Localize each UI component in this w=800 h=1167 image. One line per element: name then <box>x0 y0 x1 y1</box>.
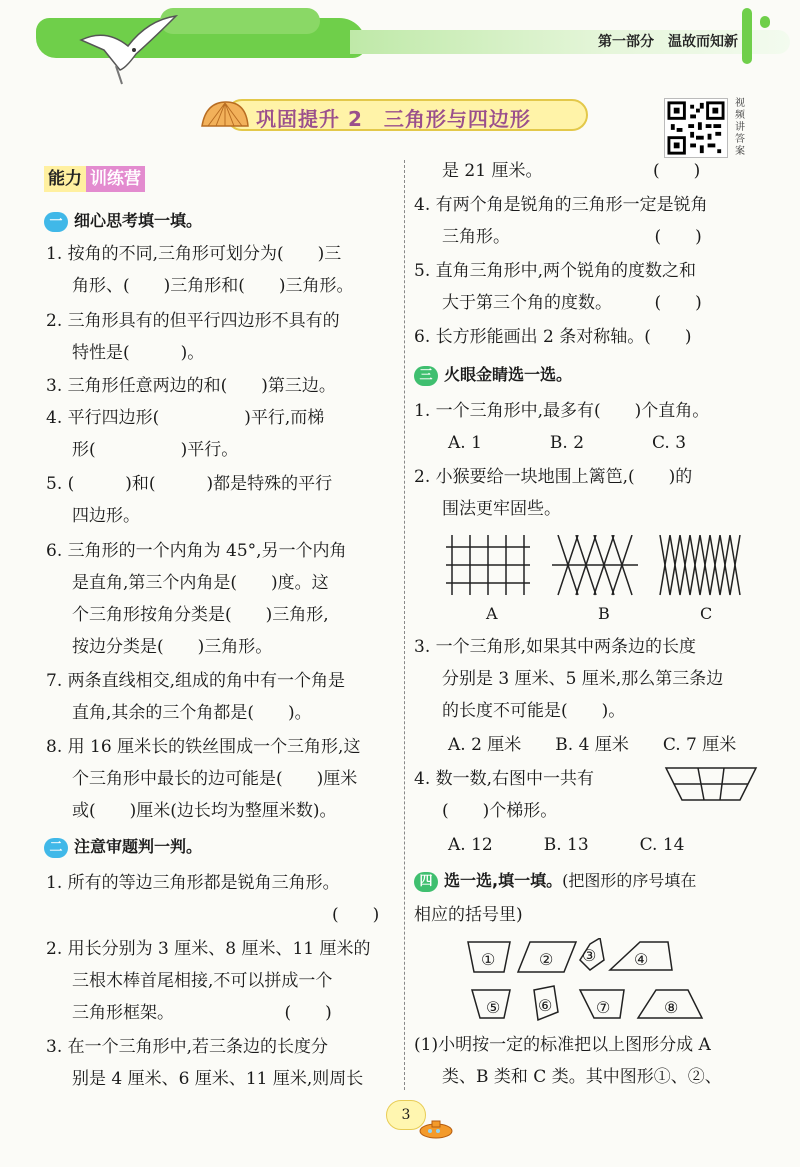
s1-line: 是直角,第三个内角是( )度。这 <box>72 573 329 593</box>
s2-line: 3. 在一个三角形中,若三条边的长度分 <box>46 1037 329 1057</box>
s4-line: (1)小明按一定的标准把以上图形分成 A <box>414 1035 711 1055</box>
qr-label: 视频讲答案 <box>735 98 745 157</box>
s3-line: 3. 一个三角形,如果其中两条边的长度 <box>414 637 697 657</box>
header-band <box>0 0 800 78</box>
section4-title: 选一选,填一填。 <box>444 871 563 890</box>
s4-note-line: 相应的括号里) <box>414 905 523 925</box>
s2-line: 三角形。 ( ) <box>442 227 702 247</box>
shape-label-5: ⑤ <box>486 998 501 1017</box>
s1-line: 特性是( )。 <box>72 343 205 363</box>
shape-label-2: ② <box>539 950 554 969</box>
section4-badge: 四 <box>414 872 438 892</box>
s1-line: 个三角形按角分类是( )三角形, <box>72 605 329 625</box>
fence-b <box>552 535 638 595</box>
trapezoid-figure <box>664 766 758 802</box>
s2-line: 5. 直角三角形中,两个锐角的度数之和 <box>414 261 697 281</box>
section1-heading <box>44 210 202 232</box>
s1-line: 四边形。 <box>72 506 140 526</box>
s3-options: A. 12 B. 13 C. 14 <box>448 835 685 855</box>
shape-figures <box>464 938 764 1028</box>
section4-heading <box>414 870 696 892</box>
s2-line: 是 21 厘米。 ( ) <box>442 161 701 181</box>
fence-label-b: B <box>598 604 610 623</box>
s2-line: 6. 长方形能画出 2 条对称轴。( ) <box>414 327 692 347</box>
s1-line: 形( )平行。 <box>72 440 239 460</box>
s2-line: 三根木棒首尾相接,不可以拼成一个 <box>72 971 333 991</box>
section3-heading <box>414 364 572 386</box>
s3-line: ( )个梯形。 <box>442 801 558 821</box>
seashell-icon <box>196 96 252 136</box>
s1-line: 按边分类是( )三角形。 <box>72 637 273 657</box>
s2-line: 别是 4 厘米、6 厘米、11 厘米,则周长 <box>72 1069 364 1089</box>
header-right-bar <box>742 8 752 64</box>
shape-label-1: ① <box>481 950 496 969</box>
s3-line: 4. 数一数,右图中一共有 <box>414 769 595 789</box>
shape-label-6: ⑥ <box>538 996 553 1015</box>
s2-line: 大于第三个角的度数。 ( ) <box>442 293 702 313</box>
header-right-bar-small <box>760 16 770 28</box>
s3-line: 2. 小猴要给一块地围上篱笆,( )的 <box>414 467 693 487</box>
section2-heading <box>44 836 202 858</box>
s1-line: 3. 三角形任意两边的和( )第三边。 <box>46 376 336 396</box>
s1-line: 角形、( )三角形和( )三角形。 <box>72 276 354 296</box>
header-section-label: 第一部分 温故而知新 <box>598 34 738 50</box>
s4-line: 类、B 类和 C 类。其中图形①、②、 <box>442 1067 722 1087</box>
s3-line: 1. 一个三角形中,最多有( )个直角。 <box>414 401 710 421</box>
submarine-icon <box>418 1118 458 1140</box>
s1-line: 8. 用 16 厘米长的铁丝围成一个三角形,这 <box>46 737 361 757</box>
fence-c <box>660 535 740 595</box>
s1-line: 或( )厘米(边长均为整厘米数)。 <box>72 801 337 821</box>
s3-line: 围法更牢固些。 <box>442 499 561 519</box>
shape-label-3: ③ <box>582 946 597 965</box>
s2-answer-blank: ( ) <box>332 905 380 925</box>
s2-line: 1. 所有的等边三角形都是锐角三角形。 <box>46 873 340 893</box>
fence-figures <box>446 535 746 597</box>
section2-badge: 二 <box>44 838 68 858</box>
s1-line: 1. 按角的不同,三角形可划分为( )三 <box>46 244 342 264</box>
s3-options: A. 2 厘米 B. 4 厘米 C. 7 厘米 <box>448 735 737 755</box>
seagull-icon <box>76 10 186 90</box>
ability-label-part2: 训练营 <box>86 166 145 192</box>
shape-label-4: ④ <box>634 950 649 969</box>
s1-line: 个三角形中最长的边可能是( )厘米 <box>72 769 358 789</box>
s1-line: 直角,其余的三个角都是( )。 <box>72 703 312 723</box>
s1-line: 5. ( )和( )都是特殊的平行 <box>46 474 333 494</box>
s1-line: 7. 两条直线相交,组成的角中有一个角是 <box>46 671 346 691</box>
s2-line: 2. 用长分别为 3 厘米、8 厘米、11 厘米的 <box>46 939 371 959</box>
fence-label-c: C <box>700 604 713 623</box>
s1-line: 2. 三角形具有的但平行四边形不具有的 <box>46 311 340 331</box>
lesson-title-banner <box>196 96 596 134</box>
shape-label-8: ⑧ <box>664 998 679 1017</box>
fence-a <box>446 535 530 595</box>
section1-title: 细心思考填一填。 <box>74 211 203 230</box>
section3-badge: 三 <box>414 366 438 386</box>
s3-line: 的长度不可能是( )。 <box>442 701 626 721</box>
s3-options: A. 1 B. 2 C. 3 <box>448 433 687 453</box>
ability-label-part1: 能力 <box>44 166 86 192</box>
column-divider <box>404 160 405 1090</box>
section2-title: 注意审题判一判。 <box>74 837 203 856</box>
ability-camp-label <box>44 166 145 192</box>
s1-line: 4. 平行四边形( )平行,而梯 <box>46 408 325 428</box>
page-number: 3 <box>386 1100 426 1130</box>
lesson-title: 巩固提升 2 三角形与四边形 <box>256 107 531 131</box>
section1-badge: 一 <box>44 212 68 232</box>
shape-label-7: ⑦ <box>596 998 611 1017</box>
qr-code-icon[interactable] <box>664 98 728 158</box>
s1-line: 6. 三角形的一个内角为 45°,另一个内角 <box>46 541 347 561</box>
fence-label-a: A <box>486 604 498 623</box>
section3-title: 火眼金睛选一选。 <box>444 365 573 384</box>
section4-note: (把图形的序号填在 <box>562 871 697 890</box>
s2-line: 4. 有两个角是锐角的三角形一定是锐角 <box>414 195 708 215</box>
s2-line: 三角形框架。 ( ) <box>72 1003 332 1023</box>
s3-line: 分别是 3 厘米、5 厘米,那么第三条边 <box>442 669 724 689</box>
